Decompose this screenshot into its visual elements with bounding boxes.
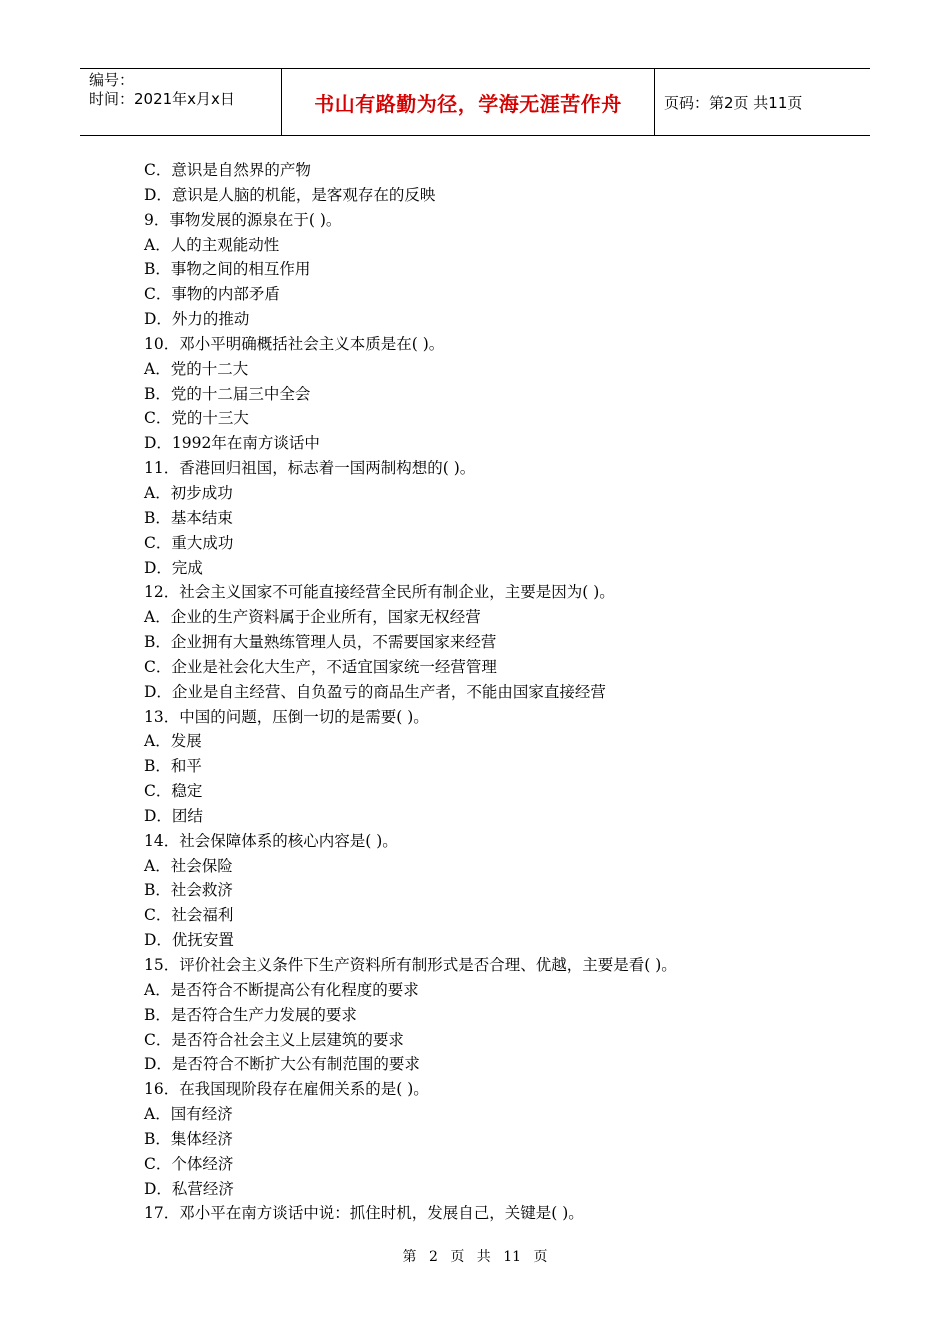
question-stem: 17．邓小平在南方谈话中说：抓住时机，发展自己，关键是( )。 bbox=[144, 1204, 584, 1223]
question-stem: 16．在我国现阶段存在雇佣关系的是( )。 bbox=[144, 1080, 429, 1099]
answer-option: C．社会福利 bbox=[144, 906, 234, 925]
question-stem: 10．邓小平明确概括社会主义本质是在( )。 bbox=[144, 334, 445, 353]
answer-option: A．初步成功 bbox=[144, 483, 233, 502]
footer-word: 页 bbox=[450, 1249, 465, 1265]
answer-option: C．党的十三大 bbox=[144, 409, 249, 428]
answer-option: B．企业拥有大量熟练管理人员，不需要国家来经营 bbox=[144, 633, 497, 652]
answer-option: A．企业的生产资料属于企业所有，国家无权经营 bbox=[144, 608, 481, 627]
page-label: 页码：第2页 共11页 bbox=[664, 93, 803, 112]
answer-option: A．党的十二大 bbox=[144, 359, 249, 378]
answer-option: A．国有经济 bbox=[144, 1105, 233, 1124]
motto: 书山有路勤为径，学海无涯苦作舟 bbox=[314, 91, 622, 116]
header-motto-cell bbox=[281, 69, 655, 135]
answer-option: D．完成 bbox=[144, 558, 203, 577]
answer-option: C．重大成功 bbox=[144, 533, 234, 552]
answer-option: D．团结 bbox=[144, 806, 203, 825]
answer-option: A．社会保险 bbox=[144, 856, 233, 875]
answer-option: C．个体经济 bbox=[144, 1154, 234, 1173]
page-header bbox=[80, 68, 870, 136]
answer-option: C．是否符合社会主义上层建筑的要求 bbox=[144, 1030, 404, 1049]
answer-option: D．优抚安置 bbox=[144, 931, 234, 950]
answer-option: B．基本结束 bbox=[144, 508, 233, 527]
question-stem: 9．事物发展的源泉在于( )。 bbox=[144, 210, 342, 229]
answer-option: D．1992年在南方谈话中 bbox=[144, 434, 320, 453]
answer-option: A．是否符合不断提高公有化程度的要求 bbox=[144, 980, 419, 999]
question-stem: 11．香港回归祖国，标志着一国两制构想的( )。 bbox=[144, 459, 476, 478]
answer-option: B．和平 bbox=[144, 757, 202, 776]
footer-word: 共 bbox=[476, 1249, 491, 1265]
header-page-cell bbox=[655, 69, 870, 135]
answer-option: A．人的主观能动性 bbox=[144, 235, 280, 254]
question-stem: 15．评价社会主义条件下生产资料所有制形式是否合理、优越，主要是看( )。 bbox=[144, 956, 677, 974]
answer-option: C．企业是社会化大生产，不适宜国家统一经营管理 bbox=[144, 657, 497, 676]
page-footer bbox=[0, 1246, 950, 1266]
footer-total-pages: 11 bbox=[503, 1249, 522, 1265]
answer-option: B．集体经济 bbox=[144, 1129, 233, 1148]
answer-option: D．是否符合不断扩大公有制范围的要求 bbox=[144, 1055, 420, 1074]
footer-word: 页 bbox=[533, 1249, 548, 1265]
footer-word: 第 bbox=[402, 1249, 417, 1265]
answer-option: C．事物的内部矛盾 bbox=[144, 285, 280, 304]
answer-option: B．事物之间的相互作用 bbox=[144, 260, 311, 279]
answer-option: D．意识是人脑的机能，是客观存在的反映 bbox=[144, 185, 436, 204]
header-meta bbox=[80, 69, 281, 135]
serial-label: 编号： bbox=[89, 71, 135, 89]
answer-option: A．发展 bbox=[144, 732, 202, 751]
answer-option: D．外力的推动 bbox=[144, 310, 250, 329]
question-stem: 14．社会保障体系的核心内容是( )。 bbox=[144, 831, 398, 850]
answer-option: B．社会救济 bbox=[144, 881, 233, 900]
question-list bbox=[144, 158, 844, 1226]
answer-option: B．是否符合生产力发展的要求 bbox=[144, 1005, 357, 1024]
time-label: 时间：2021年x月x日 bbox=[89, 90, 235, 108]
answer-option: B．党的十二届三中全会 bbox=[144, 384, 311, 403]
answer-option: D．企业是自主经营、自负盈亏的商品生产者，不能由国家直接经营 bbox=[144, 682, 606, 701]
answer-option: D．私营经济 bbox=[144, 1179, 234, 1198]
footer-page-number: 2 bbox=[428, 1249, 438, 1265]
question-stem: 12．社会主义国家不可能直接经营全民所有制企业，主要是因为( )。 bbox=[144, 583, 615, 602]
answer-option: C．稳定 bbox=[144, 782, 203, 801]
answer-option: C．意识是自然界的产物 bbox=[144, 161, 311, 179]
question-stem: 13．中国的问题，压倒一切的是需要( )。 bbox=[144, 707, 429, 726]
